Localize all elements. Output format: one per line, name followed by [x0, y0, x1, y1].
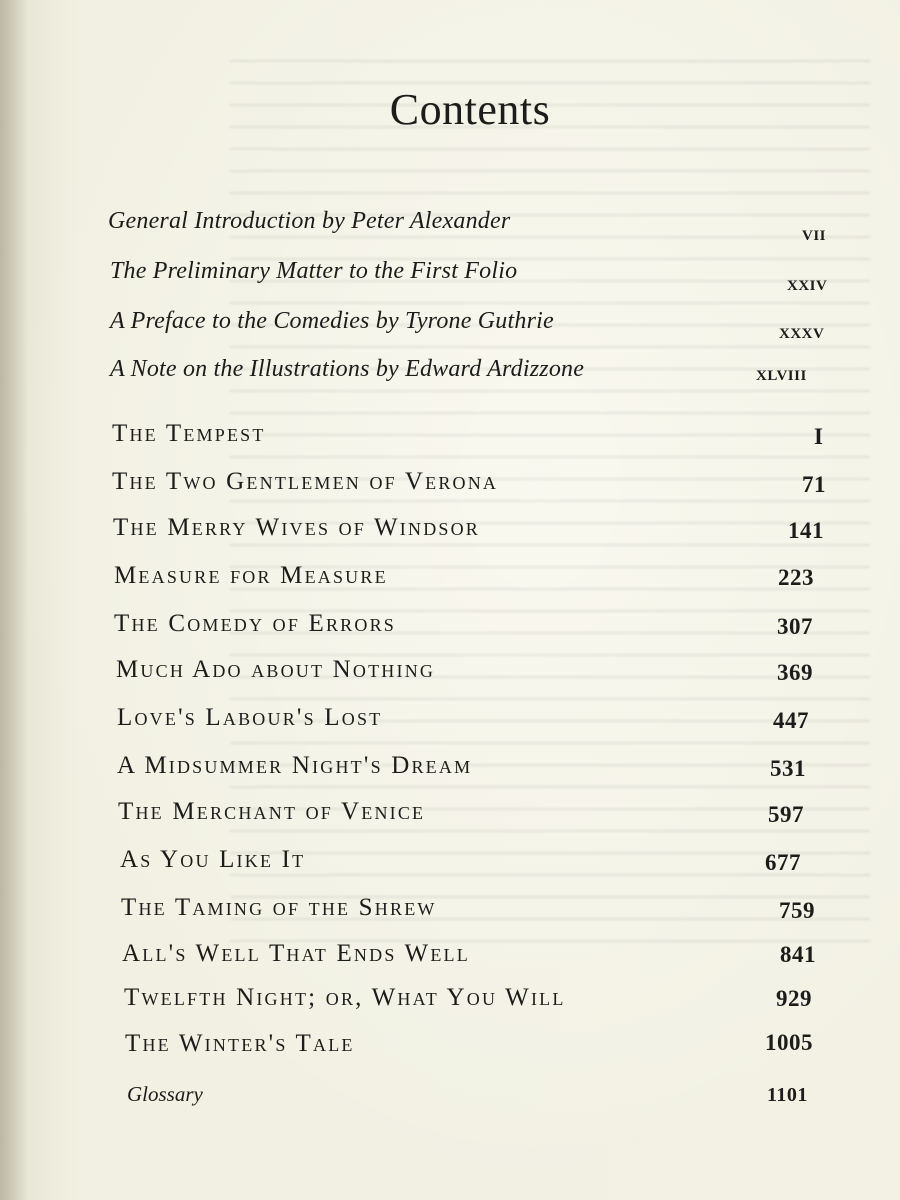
toc-entry-title: The Two Gentlemen of Verona — [112, 468, 499, 495]
toc-entry-page: 71 — [802, 472, 826, 497]
toc-entry-page: 1005 — [765, 1030, 813, 1055]
toc-entry-page: 759 — [779, 898, 815, 923]
toc-entry-page: vii — [802, 220, 827, 245]
toc-entry-page: 531 — [770, 756, 806, 781]
toc-entry-page: 1101 — [767, 1084, 808, 1106]
toc-entry-page: 841 — [780, 942, 816, 967]
toc-entry-title: Twelfth Night; or, What You Will — [124, 984, 566, 1011]
toc-entry-title: A Preface to the Comedies by Tyrone Guthrie — [110, 308, 554, 334]
toc-entry-page: xxiv — [787, 270, 828, 295]
toc-entry-title: A Note on the Illustrations by Edward Ardizzone — [110, 356, 585, 382]
toc-entry-title: The Tempest — [112, 420, 266, 447]
toc-entry-page: 597 — [768, 802, 804, 827]
toc-entry-title: Glossary — [127, 1082, 203, 1106]
toc-entry-title: The Taming of the Shrew — [121, 894, 437, 921]
toc-entry-page: 929 — [776, 986, 812, 1011]
toc-entry-title: Love's Labour's Lost — [117, 704, 383, 731]
toc-entry-title: The Merry Wives of Windsor — [113, 514, 481, 541]
toc-entry-title: As You Like It — [120, 846, 306, 873]
toc-entry-title: A Midsummer Night's Dream — [117, 752, 473, 779]
toc-entry-title: Much Ado about Nothing — [116, 656, 436, 683]
spine-shadow — [0, 0, 28, 1200]
toc-entry-title: Measure for Measure — [114, 562, 388, 589]
toc-entry-title: General Introduction by Peter Alexander — [108, 208, 511, 234]
toc-entry-page: 223 — [778, 565, 814, 590]
toc-entry-page: 141 — [788, 518, 824, 543]
toc-entry-page: xlviii — [756, 360, 807, 385]
toc-entry-title: All's Well That Ends Well — [122, 940, 470, 967]
toc-entry-page: I — [814, 424, 824, 449]
toc-entry-title: The Merchant of Venice — [118, 798, 426, 825]
toc-entry-page: 369 — [777, 660, 813, 685]
contents-title: Contents — [389, 85, 551, 134]
toc-entry-page: xxxv — [779, 318, 825, 343]
toc-entry-title: The Preliminary Matter to the First Folio — [110, 258, 518, 284]
toc-entry-title: The Winter's Tale — [125, 1030, 355, 1057]
toc-entry-page: 447 — [773, 708, 809, 733]
toc-entry-page: 307 — [777, 614, 813, 639]
toc-entry-title: The Comedy of Errors — [114, 610, 396, 637]
toc-entry-page: 677 — [765, 850, 801, 875]
contents-heading — [0, 84, 900, 135]
